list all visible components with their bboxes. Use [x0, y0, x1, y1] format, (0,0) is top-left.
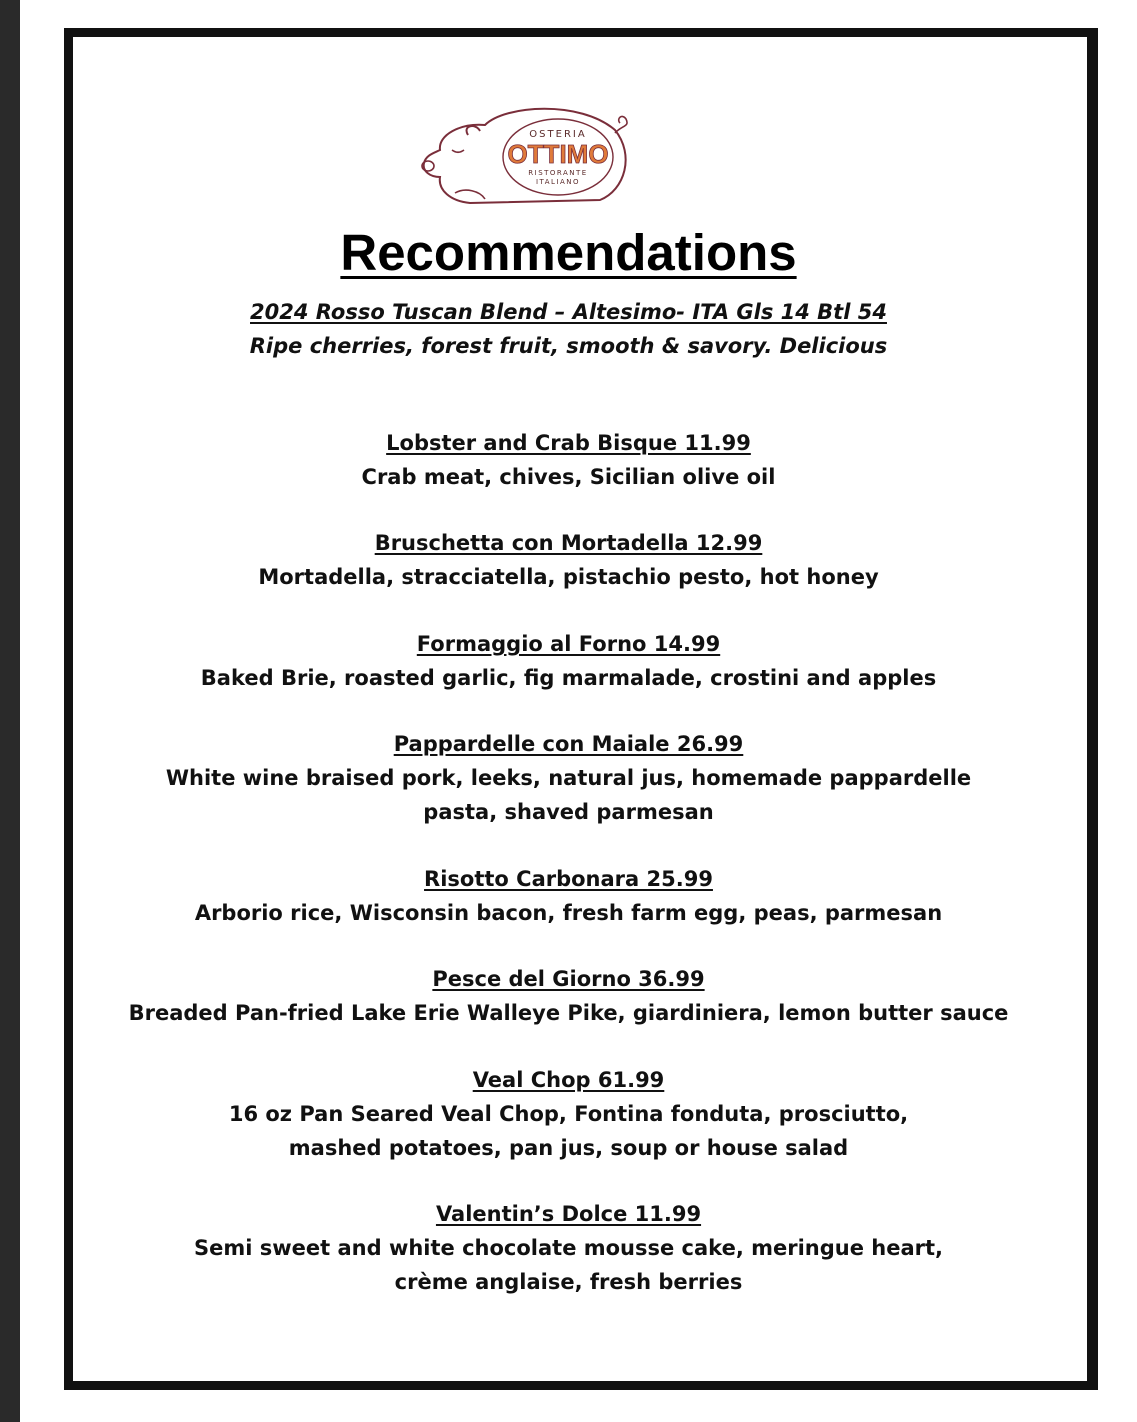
logo-line4: ITALIANO — [535, 178, 581, 186]
menu-item-description: Crab meat, chives, Sicilian olive oil — [361, 465, 776, 489]
menu-item-description: Semi sweet and white chocolate mousse cake, meringue heart, crème anglaise, fresh berries — [193, 1236, 944, 1294]
pig-logo-icon — [410, 95, 630, 205]
page-title: Recommendations — [340, 224, 797, 281]
menu-item-description: Mortadella, stracciatella, pistachio pesto, hot honey — [258, 565, 879, 589]
menu-item — [0, 627, 1137, 695]
menu-item-name: Veal Chop 61.99 — [472, 1068, 665, 1092]
logo-line2: OTTIMO — [507, 139, 609, 169]
menu-item-description: Baked Brie, roasted garlic, fig marmalade, crostini and apples — [200, 666, 937, 690]
menu-item-name: Bruschetta con Mortadella 12.99 — [374, 531, 763, 555]
logo-line3: RISTORANTE — [528, 169, 588, 177]
menu-item-name: Pappardelle con Maiale 26.99 — [393, 732, 744, 756]
wine-name: 2024 Rosso Tuscan Blend – Altesimo- ITA Gls 14 Btl 54 — [250, 300, 887, 324]
wine-description: Ripe cherries, forest fruit, smooth & savory. Delicious — [249, 334, 888, 358]
menu-item — [0, 727, 1137, 829]
menu-item — [0, 962, 1137, 1030]
menu-item-name: Valentin’s Dolce 11.99 — [435, 1202, 702, 1226]
menu-item-description: Arborio rice, Wisconsin bacon, fresh farm egg, peas, parmesan — [194, 901, 943, 925]
menu-item — [0, 862, 1137, 930]
menu-item — [0, 1063, 1137, 1165]
restaurant-logo — [410, 95, 630, 205]
menu-item-description: 16 oz Pan Seared Veal Chop, Fontina fonduta, prosciutto, mashed potatoes, pan jus, soup or house salad — [228, 1102, 909, 1160]
menu-item-name: Formaggio al Forno 14.99 — [416, 632, 721, 656]
menu-item — [0, 1197, 1137, 1299]
logo-line1: OSTERIA — [529, 129, 587, 140]
menu-item-name: Lobster and Crab Bisque 11.99 — [386, 431, 751, 455]
menu-item-name: Pesce del Giorno 36.99 — [432, 967, 705, 991]
menu-item-description: White wine braised pork, leeks, natural jus, homemade pappardelle pasta, shaved parmesan — [165, 766, 972, 824]
menu-item-name: Risotto Carbonara 25.99 — [424, 867, 713, 891]
menu-item — [0, 426, 1137, 494]
menu-item — [0, 526, 1137, 594]
menu-item-description: Breaded Pan-fried Lake Erie Walleye Pike, giardiniera, lemon butter sauce — [128, 1001, 1009, 1025]
